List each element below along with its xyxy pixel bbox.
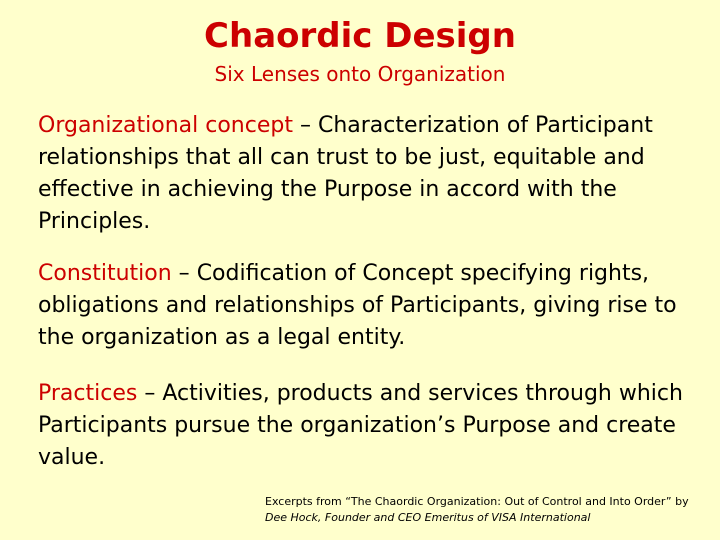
lens-paragraph-constitution bbox=[38, 258, 708, 354]
footnote-prefix: Excerpts from “The Chaordic Organization: Out of Control and Into Order” by bbox=[265, 495, 689, 508]
footnote-author: Dee Hock, Founder and CEO Emeritus of VISA International bbox=[265, 511, 591, 524]
lens-separator: – bbox=[292, 113, 318, 138]
lens-separator: – bbox=[171, 261, 197, 286]
lens-term: Constitution bbox=[38, 261, 172, 286]
slide-title: Chaordic Design bbox=[204, 16, 516, 56]
lens-description: Codification of Concept specifying rights, obligations and relationships of Participants, giving rise to the organization as a legal entity. bbox=[38, 261, 677, 350]
lens-paragraph-concept bbox=[38, 110, 708, 238]
lens-separator: – bbox=[137, 381, 163, 406]
lens-description: Characterization of Participant relationships that all can trust to be just, equitable and effective in achieving the Purpose in accord with the Principles. bbox=[38, 113, 653, 234]
source-footnote bbox=[265, 494, 705, 526]
lens-description: Activities, products and services through which Participants pursue the organization’s Purpose and create value. bbox=[38, 381, 683, 470]
lens-term: Organizational concept bbox=[38, 113, 293, 138]
lens-paragraph-practices bbox=[38, 378, 708, 474]
lens-term: Practices bbox=[38, 381, 138, 406]
slide-subtitle: Six Lenses onto Organization bbox=[214, 62, 506, 86]
